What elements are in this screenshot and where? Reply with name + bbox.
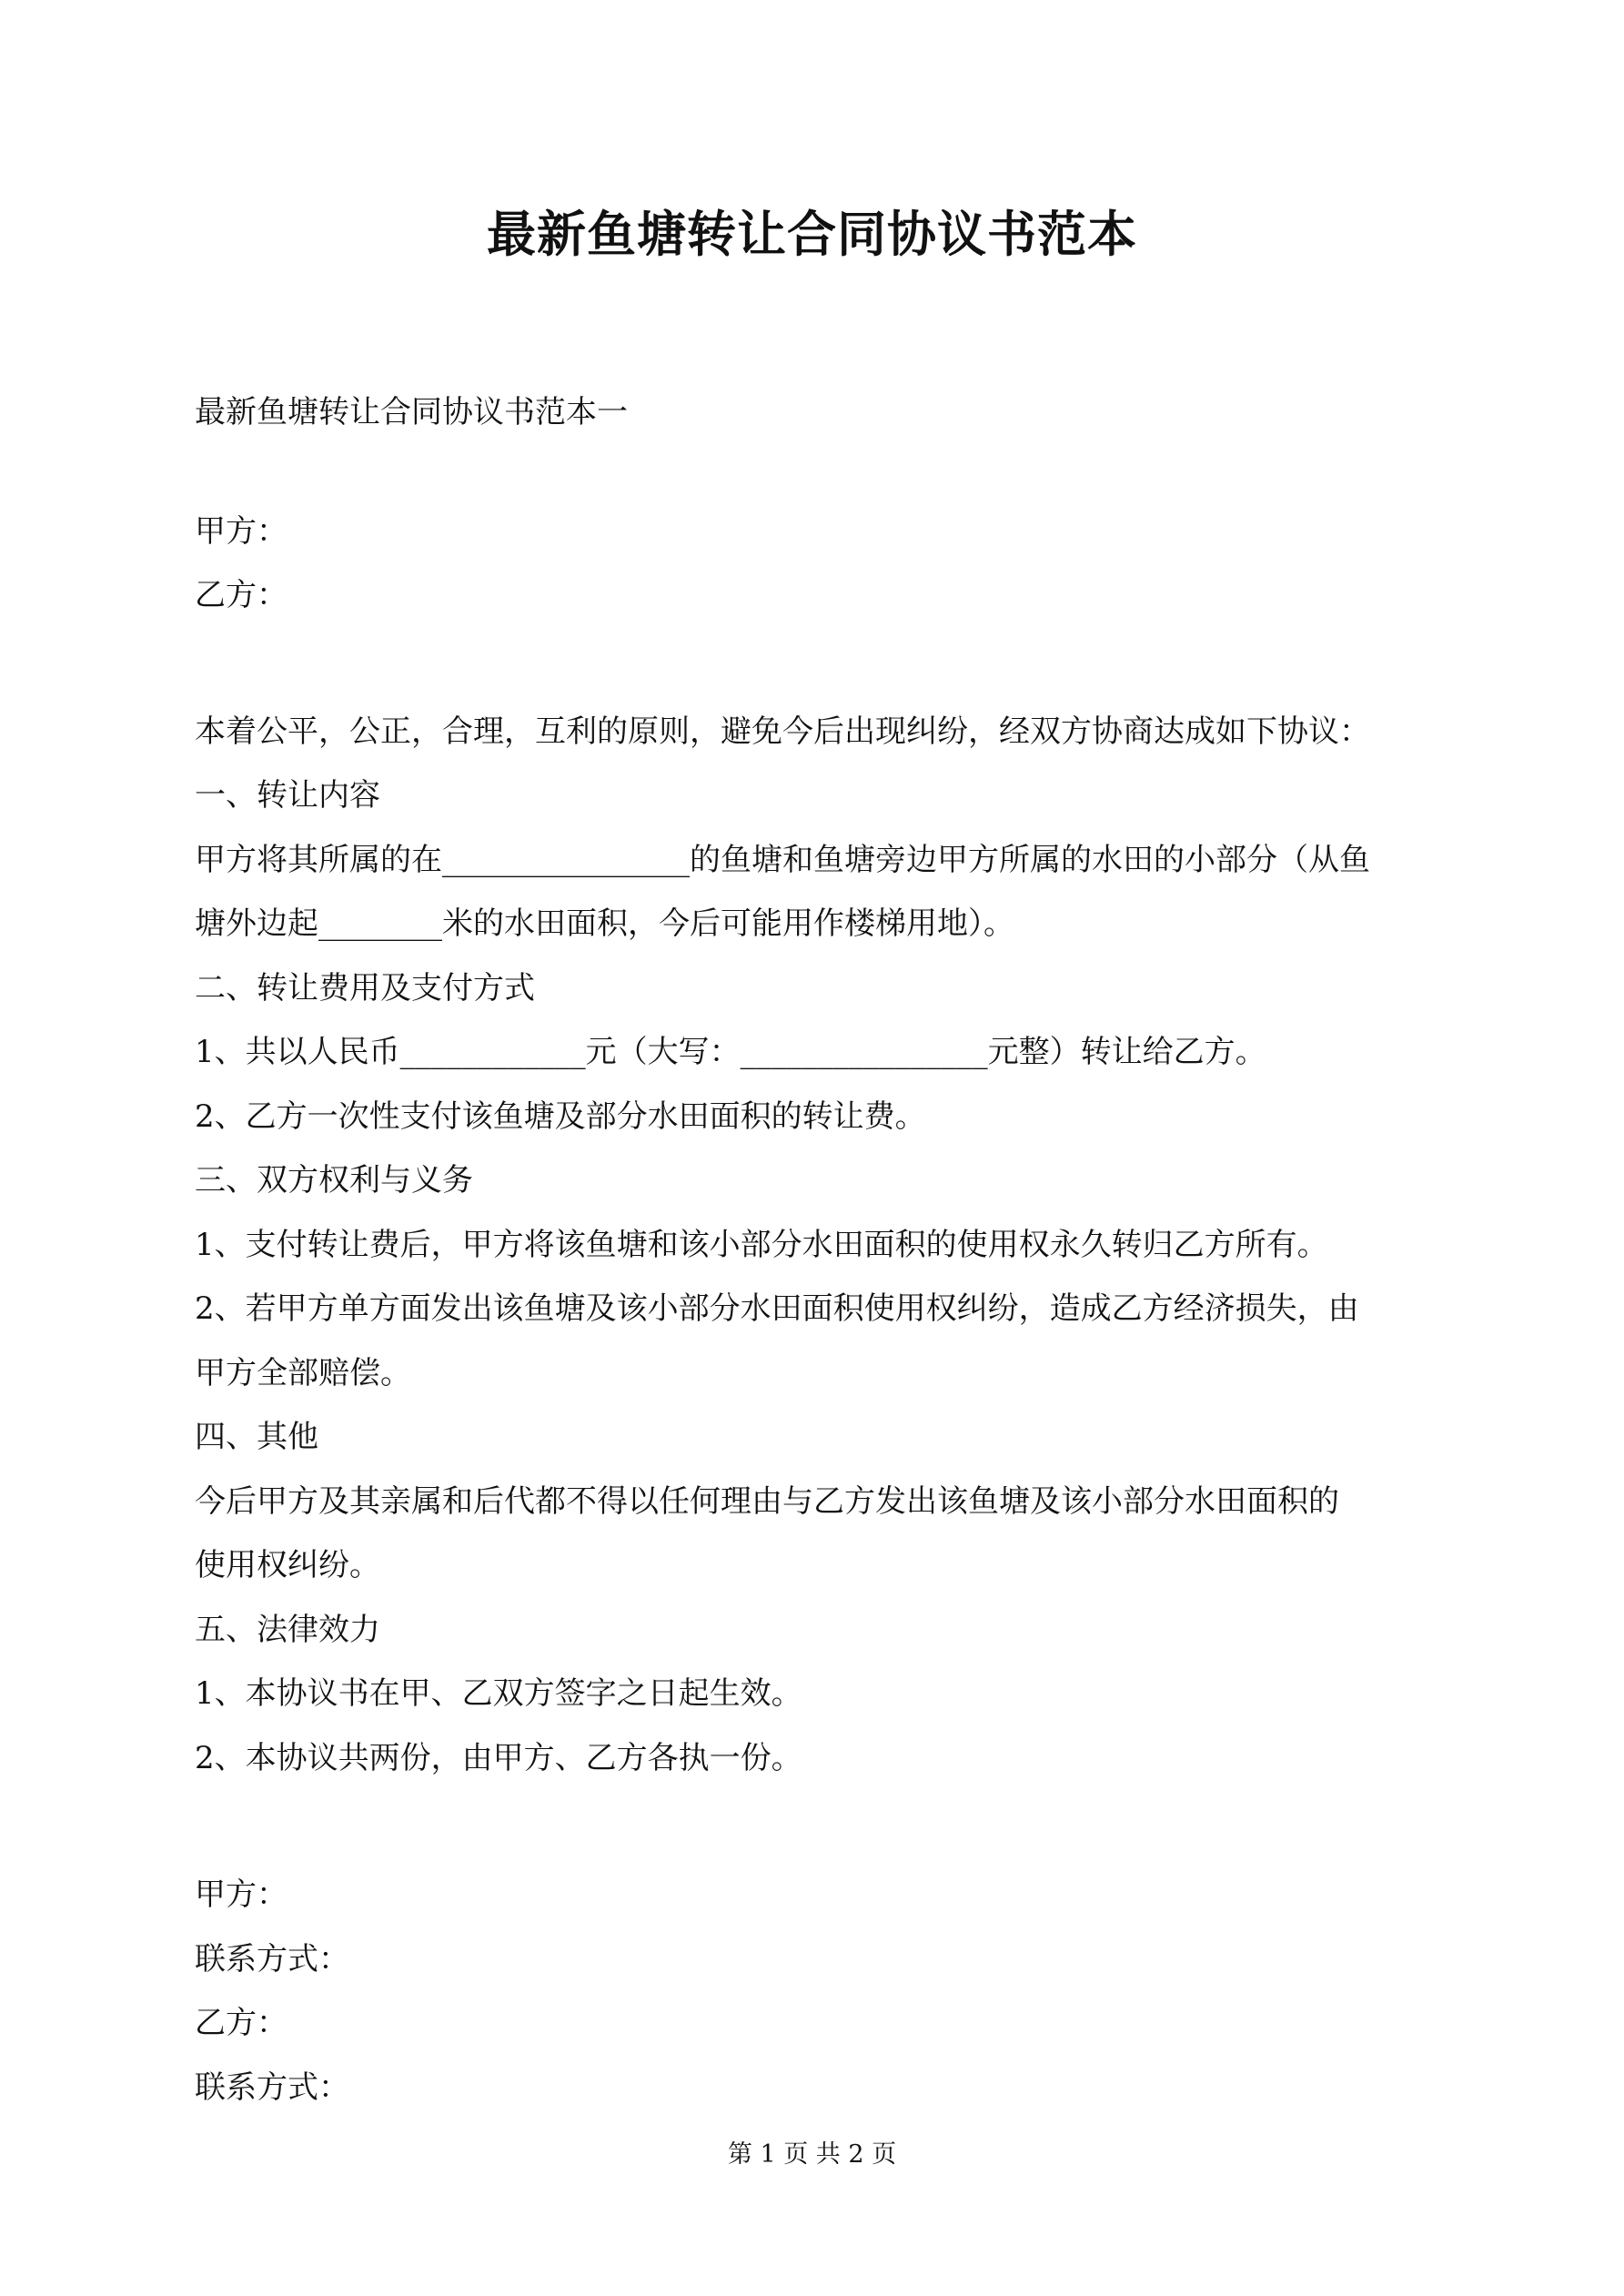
clause-4-text-line-2: 使用权纠纷。 (195, 1547, 380, 1583)
clause-heading-4: 四、其他 (195, 1419, 318, 1455)
clause-heading-3: 三、双方权利与义务 (195, 1162, 473, 1199)
clause-2-item-1: 1、共以人民币____________元（大写：________________元整）转让给乙方。 (195, 1034, 1266, 1070)
party-b-label: 乙方： (195, 577, 287, 613)
clause-5-item-1: 1、本协议书在甲、乙双方签字之日起生效。 (195, 1675, 802, 1712)
clause-5-item-2: 2、本协议共两份，由甲方、乙方各执一份。 (195, 1740, 802, 1776)
document-title: 最新鱼塘转让合同协议书范本 (487, 205, 1137, 263)
clause-heading-1: 一、转让内容 (195, 777, 380, 814)
signature-party-b-contact: 联系方式： (195, 2069, 349, 2106)
clause-2-item-2: 2、乙方一次性支付该鱼塘及部分水田面积的转让费。 (195, 1098, 926, 1135)
clause-3-item-2-line-2: 甲方全部赔偿。 (195, 1355, 411, 1391)
clause-3-item-1: 1、支付转让费后，甲方将该鱼塘和该小部分水田面积的使用权永久转归乙方所有。 (195, 1227, 1328, 1263)
section-heading-sample-one: 最新鱼塘转让合同协议书范本一 (195, 394, 628, 430)
party-a-label: 甲方： (195, 513, 287, 550)
clause-heading-5: 五、法律效力 (195, 1612, 380, 1648)
clause-1-text-line-2: 塘外边起________米的水田面积，今后可能用作楼梯用地）。 (195, 905, 1014, 942)
clause-3-item-2-line-1: 2、若甲方单方面发出该鱼塘及该小部分水田面积使用权纠纷，造成乙方经济损失，由 (195, 1290, 1359, 1327)
clause-4-text-line-1: 今后甲方及其亲属和后代都不得以任何理由与乙方发出该鱼塘及该小部分水田面积的 (195, 1483, 1339, 1520)
clause-1-text-line-1: 甲方将其所属的在________________的鱼塘和鱼塘旁边甲方所属的水田的小部分（从鱼 (195, 842, 1370, 878)
preamble-paragraph: 本着公平，公正，合理，互利的原则，避免今后出现纠纷，经双方协商达成如下协议： (195, 713, 1370, 750)
signature-party-a-contact: 联系方式： (195, 1941, 349, 1977)
clause-heading-2: 二、转让费用及支付方式 (195, 970, 535, 1006)
signature-party-b: 乙方： (195, 2005, 287, 2041)
page-number: 第 1 页 共 2 页 (727, 2140, 897, 2169)
signature-party-a: 甲方： (195, 1876, 287, 1913)
